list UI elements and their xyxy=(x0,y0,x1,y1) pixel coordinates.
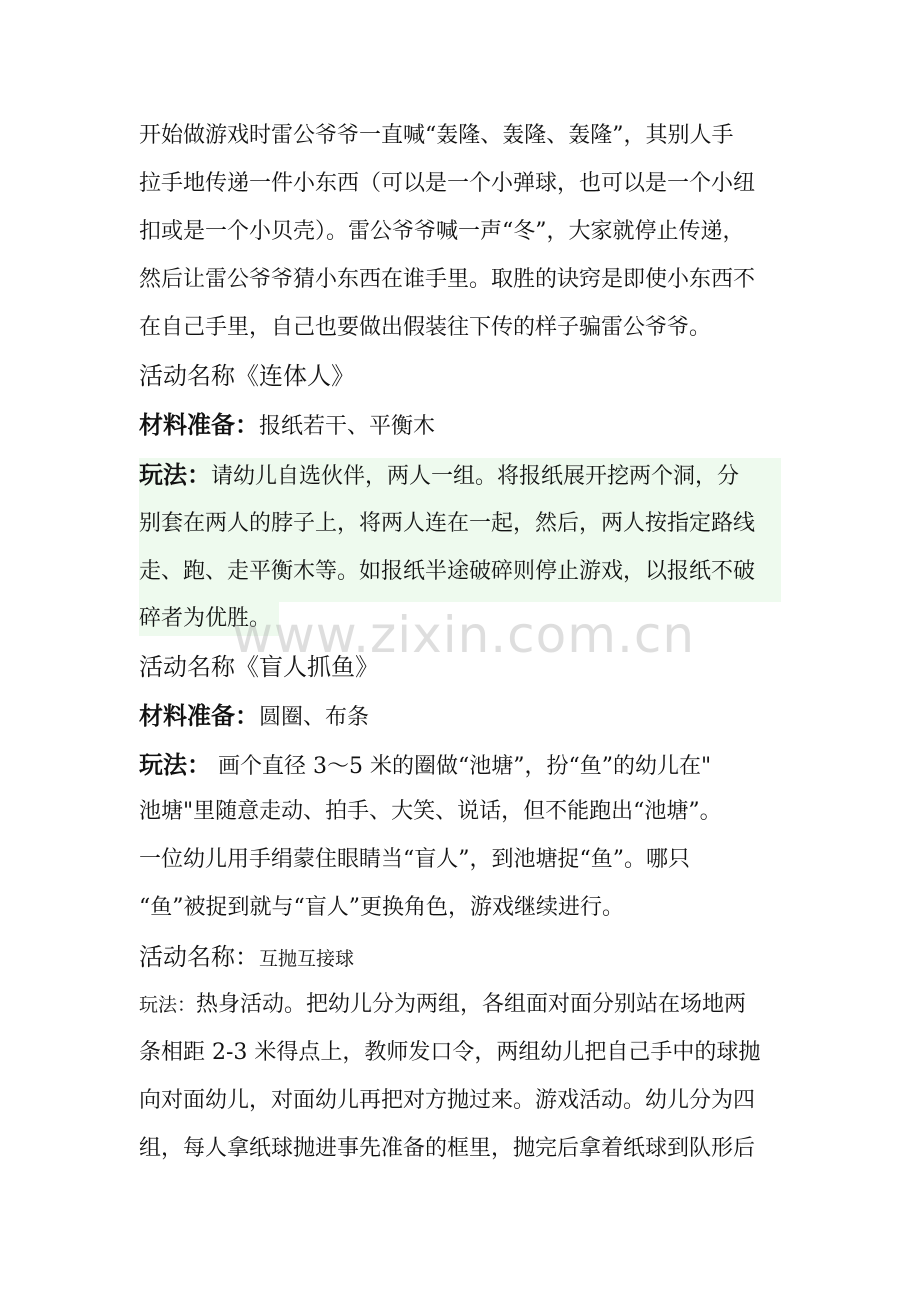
play-text: 请幼儿自选伙伴，两人一组。将报纸展开挖两个洞，分 xyxy=(211,464,740,489)
play-text: 画个直径 3～5 米的圈做“池塘”，扮“鱼”的幼儿在" xyxy=(218,754,712,779)
play-label: 玩法： xyxy=(139,461,211,489)
play-label: 玩法： xyxy=(139,994,197,1016)
activity3-play-line xyxy=(139,990,746,1020)
activity3-play-line: 向对面幼儿，对面幼儿再把对方抛过来。游戏活动。幼儿分为四 xyxy=(139,1088,756,1113)
activity3-title xyxy=(139,942,354,974)
activity1-play-line: 别套在两人的脖子上，将两人连在一起，然后，两人按指定路线 xyxy=(139,511,756,536)
activity3-play-line: 条相距 2-3 米得点上，教师发口令，两组幼儿把自己手中的球抛 xyxy=(139,1040,761,1065)
activity2-play-line: 一位幼儿用手绢蒙住眼睛当“盲人”，到池塘捉“鱼”。哪只 xyxy=(139,847,690,872)
activity2-play-line xyxy=(139,750,711,782)
activity1-title: 活动名称《连体人》 xyxy=(139,362,355,390)
activity1-materials xyxy=(139,410,435,442)
activity1-play-line xyxy=(139,460,739,492)
activity2-play-line: “鱼”被捉到就与“盲人”更换角色，游戏继续进行。 xyxy=(139,895,624,920)
intro-line: 在自己手里，自己也要做出假装往下传的样子骗雷公爷爷。 xyxy=(139,315,712,340)
materials-label: 材料准备： xyxy=(139,411,259,439)
activity2-play-line: 池塘"里随意走动、拍手、大笑、说话，但不能跑出“池塘”。 xyxy=(139,799,722,824)
intro-line: 然后让雷公爷爷猜小东西在谁手里。取胜的诀窍是即使小东西不 xyxy=(139,267,756,292)
activity3-title-label: 活动名称： xyxy=(139,943,259,971)
activity3-play-line: 组，每人拿纸球抛进事先准备的框里，抛完后拿着纸球到队形后 xyxy=(139,1136,756,1161)
play-label: 玩法： xyxy=(139,751,211,779)
intro-line: 开始做游戏时雷公爷爷一直喊“轰隆、轰隆、轰隆”，其别人手 xyxy=(139,123,734,148)
activity1-play-line: 碎者为优胜。 xyxy=(139,606,272,631)
intro-line: 拉手地传递一件小东西（可以是一个小弹球，也可以是一个小纽 xyxy=(139,171,756,196)
play-text: 热身活动。把幼儿分为两组，各组面对面分别站在场地两 xyxy=(196,992,747,1017)
materials-value: 圆圈、布条 xyxy=(259,705,370,730)
materials-label: 材料准备： xyxy=(139,702,259,730)
materials-value: 报纸若干、平衡木 xyxy=(259,414,436,439)
activity1-play-line: 走、跑、走平衡木等。如报纸半途破碎则停止游戏，以报纸不破 xyxy=(139,559,756,584)
activity2-title: 活动名称《盲人抓鱼》 xyxy=(139,653,379,681)
activity2-materials xyxy=(139,701,369,733)
activity3-title-value: 互抛互接球 xyxy=(259,948,355,970)
intro-line: 扣或是一个小贝壳）。雷公爷爷喊一声“冬”，大家就停止传递， xyxy=(139,219,745,244)
watermark-text: www.zixin.com.cn xyxy=(232,606,696,664)
